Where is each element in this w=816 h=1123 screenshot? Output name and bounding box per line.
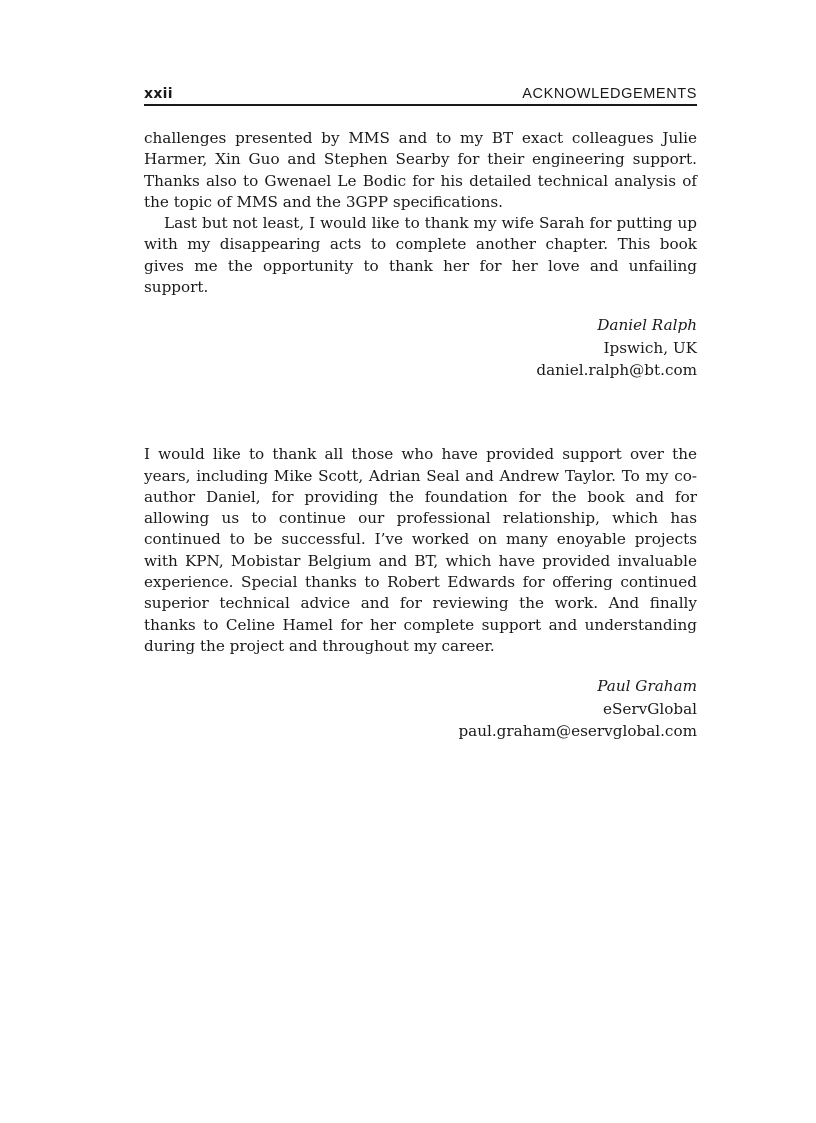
closing-paragraph: Last but not least, I would like to thank my wife Sarah for putting up with my disappearing acts to complete another chapter. This book gives me the opportunity to thank her for her love and unfailing support. [144,214,697,297]
signature-organization: eServGlobal [603,699,697,718]
signature-name: Daniel Ralph [597,316,697,335]
signature-email: daniel.ralph@bt.com [536,360,697,379]
section-title: ACKNOWLEDGEMENTS [522,86,697,102]
first-author-acknowledgement [144,128,697,381]
second-author-acknowledgement [144,444,697,742]
book-page [144,78,697,742]
continued-paragraph: challenges presented by MMS and to my BT exact colleagues Julie Harmer, Xin Guo and Stephen Searby for their engineering support. Thanks also to Gwenael Le Bodic for his detailed technical analysis of the topic of MMS and the 3GPP specifications. [144,129,697,211]
signature-name: Paul Graham [597,677,697,696]
signature-location: Ipswich, UK [603,338,697,357]
signature-email: paul.graham@eservglobal.com [458,721,697,740]
signature-block-daniel [144,314,697,381]
acknowledgement-paragraph: I would like to thank all those who have provided support over the years, including Mike Scott, Adrian Seal and Andrew Taylor. To my co-author Daniel, for providing the foundation for the book and for allowing us to continue our professional relationship, which has continued to be successful. I’ve worked on many enoyable projects with KPN, Mobistar Belgium and BT, which have provided invaluable experience. Special thanks to Robert Edwards for offering continued superior technical advice and for reviewing the work. And finally thanks to Celine Hamel for her complete support and understanding during the project and throughout my career. [144,445,697,655]
signature-block-paul [144,675,697,742]
running-head [144,78,697,106]
page-number: xxii [144,86,173,102]
